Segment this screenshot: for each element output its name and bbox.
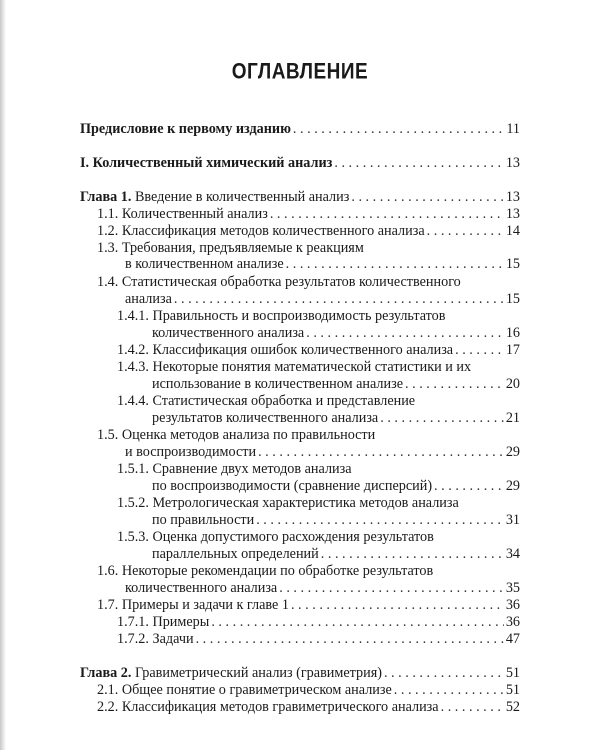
toc-entry-title: 1.7. Примеры и задачи к главе 1 [97,597,289,613]
toc-page-number: 16 [505,325,520,341]
toc-page-number: 51 [505,665,520,681]
toc-page-number: 13 [505,189,520,205]
dot-leader [174,291,504,308]
toc-entry-title: в количественном анализе [125,256,284,272]
toc-entry-title: 1.5.3. Оценка допустимого расхождения результатов [117,529,434,545]
toc-page-number: 14 [505,223,520,239]
dot-leader [441,699,504,716]
dot-leader [256,512,504,529]
toc-page-number: 15 [505,256,520,272]
toc-entry-1-7-1[interactable] [117,614,520,631]
toc-entry-title: по правильности [152,512,255,528]
toc-page-number: 35 [505,580,520,596]
dot-leader [279,580,504,597]
toc-entry-chapter-2[interactable] [80,665,520,682]
toc-entry-1-5-2-cont[interactable] [152,512,520,529]
toc-page-number: 20 [505,376,520,392]
toc-entry-title: 1.4. Статистическая обработка результатов количественного [97,274,461,290]
toc-page-number: 36 [505,597,520,613]
toc-entry-2-2[interactable] [97,699,520,716]
toc-page-number: 31 [505,512,520,528]
dot-leader [427,223,504,240]
toc-entry-1-1[interactable] [97,206,520,223]
dot-leader [380,410,504,427]
toc-entry-1-5-3[interactable] [117,529,520,546]
toc-page-number: 34 [505,546,520,562]
toc-entry-title: Предисловие к первому изданию [80,121,291,137]
dot-leader [258,444,504,461]
toc-page-number: 29 [505,478,520,494]
toc-entry-title: 1.7.2. Задачи [117,631,194,647]
toc-page-number: 36 [505,614,520,630]
toc-entry-title: количественного анализа [152,325,305,341]
toc-page-number: 17 [505,342,520,358]
toc-entry-1-3-cont[interactable] [125,256,520,273]
toc-page-number: 52 [505,699,520,715]
toc-entry-1-4-4-cont[interactable] [152,410,520,427]
toc-entry-title: 1.1. Количественный анализ [97,206,268,222]
toc-page-number: 21 [505,410,520,426]
toc-entry-1-7[interactable] [97,597,520,614]
toc-entry-title: и воспроизводимости [125,444,257,460]
toc-entry-title [80,665,382,682]
toc-entry-title: 1.4.4. Статистическая обработка и представление [117,393,416,409]
chapter-name: Введение в количественный анализ [131,189,350,205]
toc-entry-1-4-4[interactable] [117,393,520,410]
toc-page-number: 13 [505,155,520,171]
dot-leader [196,631,504,648]
toc-page-number: 47 [505,631,520,647]
toc-entry-title: 1.7.1. Примеры [117,614,210,630]
toc-entry-title: 1.2. Классификация методов количественного анализа [97,223,425,239]
toc-entry-title: 2.2. Классификация методов гравиметрического анализа [97,699,439,715]
toc-entry-title: 1.5.1. Сравнение двух методов анализа [117,461,352,477]
toc-entry-1-4-cont[interactable] [125,291,520,308]
dot-leader [334,155,503,172]
dot-leader [286,256,504,273]
toc-entry-part-1[interactable] [80,155,520,172]
toc-entry-title: 1.4.1. Правильность и воспроизводимость результатов [117,308,446,324]
toc-entry-1-5-1[interactable] [117,461,520,478]
toc-entry-title: 1.5. Оценка методов анализа по правильности [97,427,376,443]
chapter-label: Глава 2. [80,665,132,681]
toc-entry-title: 1.5.2. Метрологическая характеристика методов анализа [117,495,459,511]
toc-entry-title: по воспроизводимости (сравнение дисперсий) [152,478,433,494]
toc-entry-1-5-cont[interactable] [125,444,520,461]
toc-page-number: 11 [506,121,520,137]
toc-entry-title: 1.6. Некоторые рекомендации по обработке результатов [97,563,434,579]
dot-leader [293,121,504,138]
toc-entry-title: 1.3. Требования, предъявляемые к реакциям [97,240,364,256]
toc-entry-1-4[interactable] [97,274,520,291]
toc-entry-1-6[interactable] [97,563,520,580]
dot-leader [394,682,504,699]
dot-leader [306,325,504,342]
dot-leader [351,189,503,206]
toc-entry-chapter-1[interactable] [80,189,520,206]
toc-entry-title: количественного анализа [125,580,278,596]
toc-entry-1-6-cont[interactable] [125,580,520,597]
dot-leader [211,614,504,631]
toc-entry-1-4-1-cont[interactable] [152,325,520,342]
dot-leader [291,597,504,614]
toc-entry-title: 2.1. Общее понятие о гравиметрическом анализе [97,682,392,698]
toc-entry-title: 1.4.3. Некоторые понятия математической статистики и их [117,359,472,375]
toc-entry-1-5-1-cont[interactable] [152,478,520,495]
toc-entry-1-4-1[interactable] [117,308,520,325]
toc-entry-1-3[interactable] [97,240,520,257]
dot-leader [384,665,504,682]
page-title: ОГЛАВЛЕНИЕ [231,60,369,85]
dot-leader [321,546,504,563]
toc-entry-1-5[interactable] [97,427,520,444]
toc-entry-title [80,189,349,206]
toc-entry-1-4-3[interactable] [117,359,520,376]
toc-page-number: 29 [505,444,520,460]
toc-page-number: 13 [505,206,520,222]
toc-page-number: 15 [505,291,520,307]
toc-entry-title: использование в количественном анализе [152,376,404,392]
toc-entry-2-1[interactable] [97,682,520,699]
toc-page-number: 51 [505,682,520,698]
chapter-name: Гравиметрический анализ (гравиметрия) [131,665,382,681]
dot-leader [455,342,504,359]
toc-entry-title: анализа [125,291,172,307]
toc-entry-1-7-2[interactable] [117,631,520,648]
dot-leader [434,478,504,495]
toc-entry-title: параллельных определений [152,546,319,562]
toc-entry-1-4-3-cont[interactable] [152,376,520,393]
dot-leader [270,206,504,223]
toc-entry-title: результатов количественного анализа [152,410,379,426]
toc-entry-1-5-3-cont[interactable] [152,546,520,563]
toc-entry-1-2[interactable] [97,223,520,240]
toc-entry-title: I. Количественный химический анализ [80,155,333,171]
toc-entry-1-4-2[interactable] [117,342,520,359]
toc-entry-title: 1.4.2. Классификация ошибок количественного анализа [117,342,454,358]
toc-entry-preface[interactable] [80,121,520,138]
chapter-label: Глава 1. [80,189,132,205]
toc-entry-1-5-2[interactable] [117,495,520,512]
dot-leader [405,376,504,393]
